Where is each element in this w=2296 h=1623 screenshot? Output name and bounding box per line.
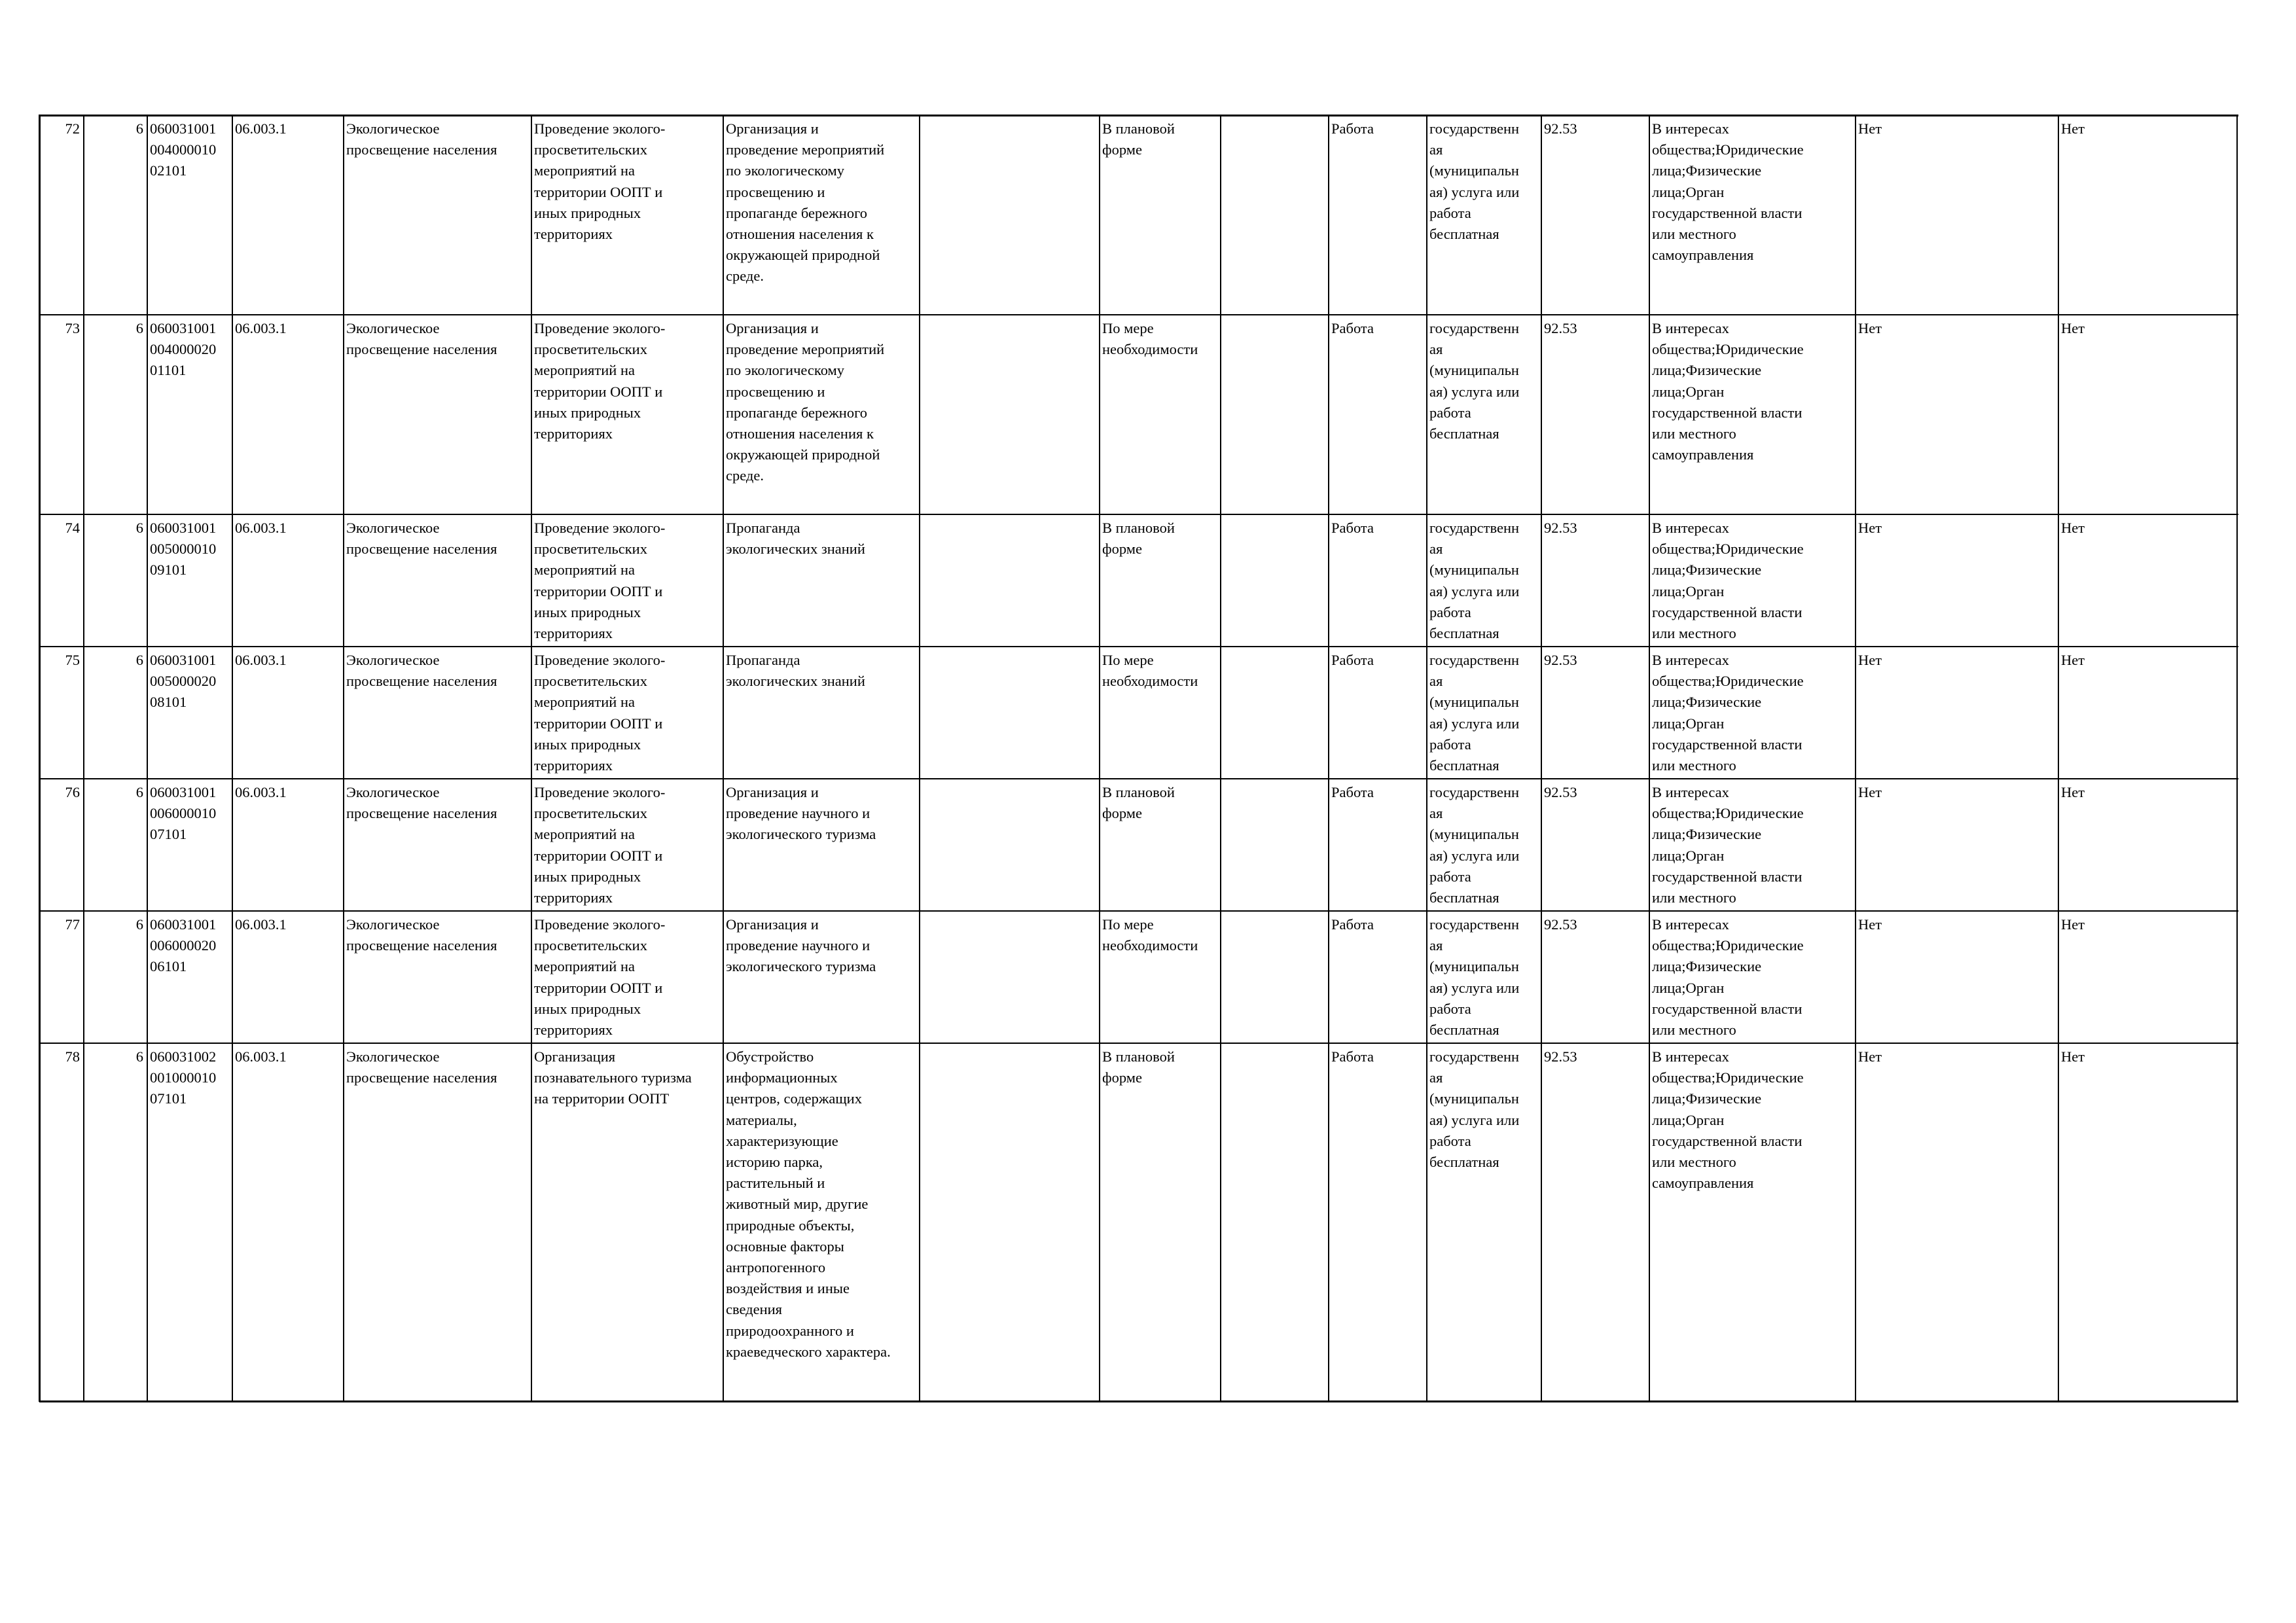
okved2-cell: 92.53 bbox=[1544, 784, 1577, 800]
consumers-cell: В интересах общества;Юридические лица;Физические лица;Орган государственной власти или местного bbox=[1652, 652, 1804, 774]
row-number-cell: 77 bbox=[65, 916, 80, 933]
empty-cell bbox=[920, 649, 1100, 777]
flag-cell: Нет bbox=[2061, 784, 2085, 800]
service-content-cell: Проведение эколого- просветительских мероприятий на территории ООПТ и иных природных территориях bbox=[534, 520, 666, 642]
service-name-cell: Экологическое просвещение населения bbox=[346, 652, 497, 690]
payment-cell: государственн ая (муниципальн ая) услуга или работа бесплатная bbox=[1429, 652, 1520, 774]
delivery-form-cell: В плановой форме bbox=[1102, 520, 1175, 558]
okved-code-cell: 06.003.1 bbox=[235, 916, 287, 933]
registry-code-cell: 060031001 004000010 02101 bbox=[150, 120, 217, 179]
level-cell: 6 bbox=[135, 320, 143, 336]
consumers-cell: В интересах общества;Юридические лица;Физические лица;Орган государственной власти или местного bbox=[1652, 520, 1804, 642]
service-type-cell: Работа bbox=[1331, 1048, 1374, 1065]
registry-code-cell: 060031001 006000010 07101 bbox=[150, 784, 217, 843]
flag-cell: Нет bbox=[1858, 520, 1882, 536]
flag-cell: Нет bbox=[2061, 320, 2085, 336]
flag-cell: Нет bbox=[2061, 652, 2085, 668]
consumers-cell: В интересах общества;Юридические лица;Физические лица;Орган государственной власти или местного самоуправления bbox=[1652, 320, 1804, 463]
service-name-cell: Экологическое просвещение населения bbox=[346, 120, 497, 158]
service-name-cell: Экологическое просвещение населения bbox=[346, 1048, 497, 1086]
flag-cell: Нет bbox=[2061, 1048, 2085, 1065]
row-border bbox=[39, 1043, 2238, 1044]
okved-code-cell: 06.003.1 bbox=[235, 120, 287, 137]
flag-cell: Нет bbox=[1858, 120, 1882, 137]
level-cell: 6 bbox=[135, 652, 143, 668]
row-number-cell: 78 bbox=[65, 1048, 80, 1065]
row-border bbox=[39, 778, 2238, 779]
okved2-cell: 92.53 bbox=[1544, 916, 1577, 933]
service-name-cell: Экологическое просвещение населения bbox=[346, 784, 497, 822]
payment-cell: государственн ая (муниципальн ая) услуга или работа бесплатная bbox=[1429, 320, 1520, 442]
row-number-cell: 73 bbox=[65, 320, 80, 336]
empty-cell bbox=[920, 1045, 1100, 1399]
okved2-cell: 92.53 bbox=[1544, 520, 1577, 536]
service-content-cell: Проведение эколого- просветительских мероприятий на территории ООПТ и иных природных территориях bbox=[534, 320, 666, 442]
row-number-cell: 72 bbox=[65, 120, 80, 137]
level-cell: 6 bbox=[135, 520, 143, 536]
service-condition-cell: Обустройство информационных центров, содержащих материалы, характеризующие историю парка, растительный и животный мир, другие природные объекты, основные факторы антропогенного воздействия и иные сведения природоохранного и краеведческого характера. bbox=[726, 1048, 891, 1360]
service-content-cell: Проведение эколого- просветительских мероприятий на территории ООПТ и иных природных территориях bbox=[534, 120, 666, 243]
payment-cell: государственн ая (муниципальн ая) услуга или работа бесплатная bbox=[1429, 784, 1520, 906]
okved2-cell: 92.53 bbox=[1544, 120, 1577, 137]
empty-cell bbox=[1221, 516, 1329, 645]
okved-code-cell: 06.003.1 bbox=[235, 784, 287, 800]
consumers-cell: В интересах общества;Юридические лица;Физические лица;Орган государственной власти или местного bbox=[1652, 916, 1804, 1039]
empty-cell bbox=[1221, 913, 1329, 1041]
empty-cell bbox=[920, 317, 1100, 512]
empty-cell bbox=[1221, 781, 1329, 909]
level-cell: 6 bbox=[135, 916, 143, 933]
delivery-form-cell: По мере необходимости bbox=[1102, 916, 1198, 954]
empty-cell bbox=[1221, 1045, 1329, 1399]
level-cell: 6 bbox=[135, 1048, 143, 1065]
consumers-cell: В интересах общества;Юридические лица;Физические лица;Орган государственной власти или местного bbox=[1652, 784, 1804, 906]
okved-code-cell: 06.003.1 bbox=[235, 1048, 287, 1065]
flag-cell: Нет bbox=[2061, 916, 2085, 933]
registry-code-cell: 060031001 005000020 08101 bbox=[150, 652, 217, 711]
row-border bbox=[39, 1400, 2238, 1402]
payment-cell: государственн ая (муниципальн ая) услуга или работа бесплатная bbox=[1429, 120, 1520, 243]
consumers-cell: В интересах общества;Юридические лица;Физические лица;Орган государственной власти или местного самоуправления bbox=[1652, 120, 1804, 264]
empty-cell bbox=[920, 117, 1100, 313]
service-content-cell: Проведение эколого- просветительских мероприятий на территории ООПТ и иных природных территориях bbox=[534, 916, 666, 1039]
level-cell: 6 bbox=[135, 784, 143, 800]
empty-cell bbox=[920, 781, 1100, 909]
flag-cell: Нет bbox=[1858, 784, 1882, 800]
service-condition-cell: Организация и проведение научного и экологического туризма bbox=[726, 916, 876, 975]
service-type-cell: Работа bbox=[1331, 916, 1374, 933]
registry-code-cell: 060031001 004000020 01101 bbox=[150, 320, 217, 379]
payment-cell: государственн ая (муниципальн ая) услуга или работа бесплатная bbox=[1429, 916, 1520, 1039]
service-type-cell: Работа bbox=[1331, 120, 1374, 137]
level-cell: 6 bbox=[135, 120, 143, 137]
row-border bbox=[39, 910, 2238, 912]
delivery-form-cell: По мере необходимости bbox=[1102, 652, 1198, 690]
service-name-cell: Экологическое просвещение населения bbox=[346, 320, 497, 358]
delivery-form-cell: В плановой форме bbox=[1102, 120, 1175, 158]
flag-cell: Нет bbox=[1858, 916, 1882, 933]
empty-cell bbox=[920, 913, 1100, 1041]
service-type-cell: Работа bbox=[1331, 652, 1374, 668]
service-name-cell: Экологическое просвещение населения bbox=[346, 520, 497, 558]
row-number-cell: 74 bbox=[65, 520, 80, 536]
service-type-cell: Работа bbox=[1331, 320, 1374, 336]
service-name-cell: Экологическое просвещение населения bbox=[346, 916, 497, 954]
row-border bbox=[39, 646, 2238, 647]
row-border bbox=[39, 514, 2238, 515]
empty-cell bbox=[1221, 117, 1329, 313]
delivery-form-cell: В плановой форме bbox=[1102, 1048, 1175, 1086]
flag-cell: Нет bbox=[1858, 1048, 1882, 1065]
okved2-cell: 92.53 bbox=[1544, 652, 1577, 668]
service-condition-cell: Организация и проведение мероприятий по экологическому просвещению и пропаганде бережного отношения населения к окружающей природной среде. bbox=[726, 120, 885, 285]
flag-cell: Нет bbox=[2061, 120, 2085, 137]
payment-cell: государственн ая (муниципальн ая) услуга или работа бесплатная bbox=[1429, 1048, 1520, 1171]
registry-code-cell: 060031001 006000020 06101 bbox=[150, 916, 217, 975]
row-border bbox=[39, 115, 2238, 116]
service-condition-cell: Пропаганда экологических знаний bbox=[726, 520, 865, 558]
service-condition-cell: Организация и проведение мероприятий по экологическому просвещению и пропаганде бережного отношения населения к окружающей природной среде. bbox=[726, 320, 885, 484]
empty-cell bbox=[1221, 649, 1329, 777]
payment-cell: государственн ая (муниципальн ая) услуга или работа бесплатная bbox=[1429, 520, 1520, 642]
consumers-cell: В интересах общества;Юридические лица;Физические лица;Орган государственной власти или местного самоуправления bbox=[1652, 1048, 1804, 1192]
flag-cell: Нет bbox=[1858, 652, 1882, 668]
row-number-cell: 76 bbox=[65, 784, 80, 800]
row-number-cell: 75 bbox=[65, 652, 80, 668]
okved-code-cell: 06.003.1 bbox=[235, 320, 287, 336]
empty-cell bbox=[920, 516, 1100, 645]
okved-code-cell: 06.003.1 bbox=[235, 652, 287, 668]
flag-cell: Нет bbox=[1858, 320, 1882, 336]
delivery-form-cell: В плановой форме bbox=[1102, 784, 1175, 822]
flag-cell: Нет bbox=[2061, 520, 2085, 536]
okved2-cell: 92.53 bbox=[1544, 320, 1577, 336]
registry-code-cell: 060031002 001000010 07101 bbox=[150, 1048, 217, 1107]
empty-cell bbox=[1221, 317, 1329, 512]
service-content-cell: Проведение эколого- просветительских мероприятий на территории ООПТ и иных природных территориях bbox=[534, 652, 666, 774]
service-type-cell: Работа bbox=[1331, 784, 1374, 800]
service-content-cell: Организация познавательного туризма на территории ООПТ bbox=[534, 1048, 692, 1107]
registry-code-cell: 060031001 005000010 09101 bbox=[150, 520, 217, 579]
service-condition-cell: Пропаганда экологических знаний bbox=[726, 652, 865, 690]
row-border bbox=[39, 314, 2238, 315]
service-type-cell: Работа bbox=[1331, 520, 1374, 536]
service-condition-cell: Организация и проведение научного и экологического туризма bbox=[726, 784, 876, 843]
delivery-form-cell: По мере необходимости bbox=[1102, 320, 1198, 358]
okved2-cell: 92.53 bbox=[1544, 1048, 1577, 1065]
service-content-cell: Проведение эколого- просветительских мероприятий на территории ООПТ и иных природных территориях bbox=[534, 784, 666, 906]
okved-code-cell: 06.003.1 bbox=[235, 520, 287, 536]
